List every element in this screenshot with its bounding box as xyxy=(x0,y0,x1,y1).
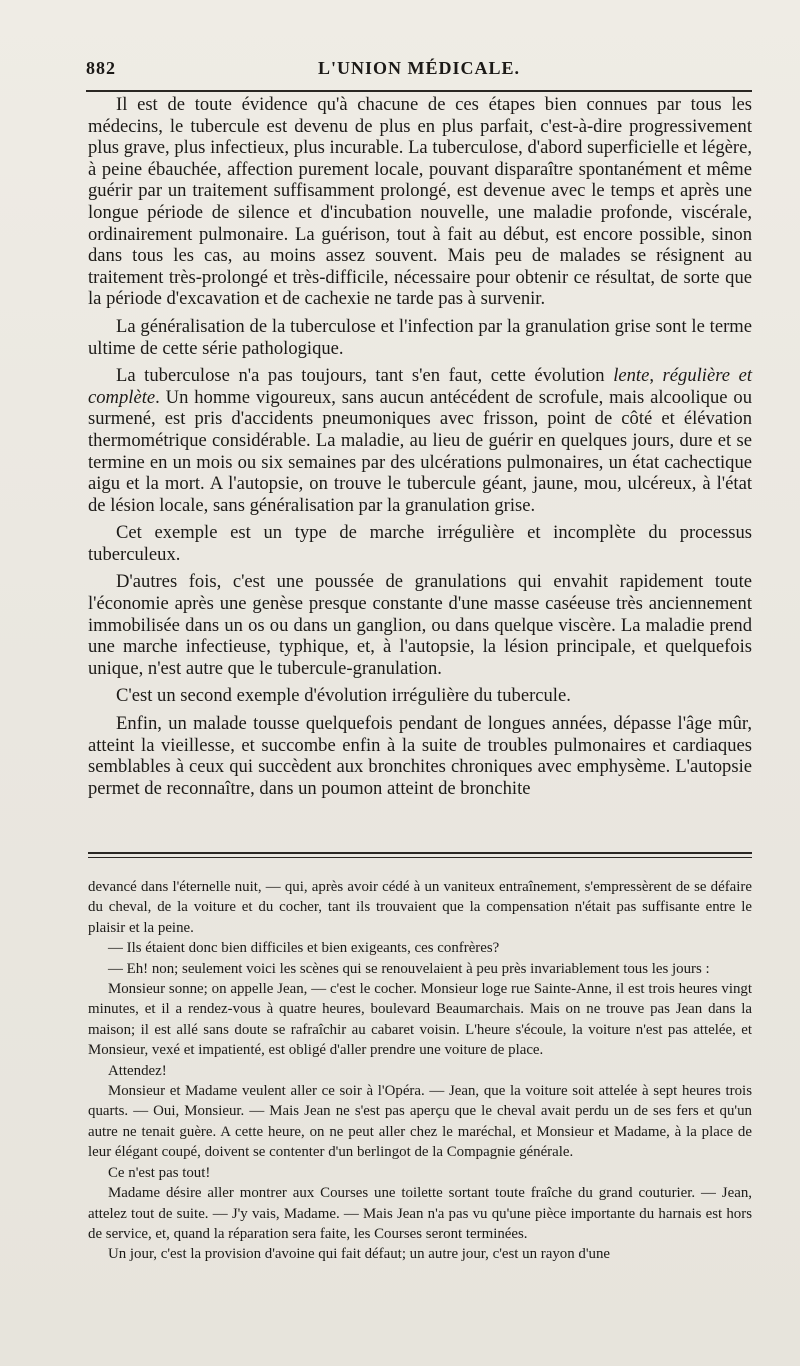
text-span: . Un homme vigoureux, sans aucun antécédent de scrofule, mais alcoolique ou surmené, est pris d'accidents pneumoniques avec frisson, point de côté et élévation thermométrique considérable. La maladie, au lieu de guérir en quelques jours, dure et se termine en un mois ou six semaines par des ulcérations pulmonaires, un état cachectique aigu et la mort. A l'autopsie, on trouve le tubercule géant, jaune, mou, ulcéreux, à l'état de lésion locale, sans généralisation par la granulation grise. xyxy=(88,386,752,516)
feuilleton-paragraph: Attendez! xyxy=(108,1062,167,1079)
journal-title: L'UNION MÉDICALE. xyxy=(317,58,521,78)
paragraph: C'est un second exemple d'évolution irrégulière du tubercule. xyxy=(116,685,571,707)
text-span: La tuberculose n'a pas toujours, tant s'en faut, cette évolution xyxy=(116,365,614,387)
text-span: , xyxy=(649,365,663,387)
separator-thin-rule xyxy=(88,857,752,858)
feuilleton-paragraph: Monsieur sonne; on appelle Jean, — c'est le cocher. Monsieur loge rue Sainte-Anne, il est trois heures vingt minutes, et il a rendez-vous à quatre heures, boulevard Beaumarchais. Mais on ne trouve pas Jean dans la maison; il est allé sans doute se rafraîchir au cabaret voisin. L'heure s'écoule, la voiture n'est pas attelée, et Monsieur, vexé et impatienté, est obligé d'aller prendre une voiture de place. xyxy=(88,981,752,1059)
paragraph: Cet exemple est un type de marche irrégulière et incomplète du processus tuberculeux. xyxy=(88,522,752,565)
italic-lente: lente xyxy=(613,365,650,387)
feuilleton-paragraph: Madame désire aller montrer aux Courses une toilette sortant toute fraîche du grand couturier. — Jean, attelez tout de suite. — J'y vais, Madame. — Mais Jean n'a pas vu qu'une pièce importante du harnais est hors de service, et, quand la réparation sera faite, les Courses seront terminées. xyxy=(88,1185,752,1242)
running-header xyxy=(86,56,752,86)
paragraph: Il est de toute évidence qu'à chacune de ces étapes bien connues par tous les médecins, le tubercule est devenu de plus en plus parfait, c'est-à-dire progressivement plus grave, plus infectieux, plus incurable. La tuberculose, d'abord superficielle et légère, à peine ébauchée, affection purement locale, pouvant disparaître spontanément et même guérir par un traitement suffisamment prolongé, est devenue avec le temps et après une longue période de silence et d'incubation nouvelle, une maladie profonde, viscérale, ordinairement pulmonaire. La guérison, tout à fait au début, est encore possible, sinon dans tous les cas, au moins assez souvent. Mais peu de malades se résignent au traitement très-prolongé et très-difficile, nécessaire pour obtenir ce résultat, de sorte que la période d'excavation et de cachexie ne tarde pas à survenir. xyxy=(88,94,752,310)
separator-thick-rule xyxy=(88,852,752,854)
paragraph: Enfin, un malade tousse quelquefois pendant de longues années, dépasse l'âge mûr, atteint la vieillesse, et succombe enfin à la suite de troubles pulmonaires et cardiaques semblables à ceux qui succèdent aux bronchites chroniques avec emphysème. L'autopsie permet de reconnaître, dans un poumon atteint de bronchite xyxy=(88,713,752,799)
paragraph-evolution xyxy=(88,365,752,516)
feuilleton-paragraph: Ce n'est pas tout! xyxy=(108,1164,211,1181)
main-text xyxy=(88,94,752,805)
feuilleton-text xyxy=(88,877,752,1265)
paragraph: D'autres fois, c'est une poussée de granulations qui envahit rapidement toute l'économie après une genèse presque constante d'une masse caséeuse très anciennement immobilisée dans un os ou dans un ganglion, ou dans quelque viscère. La maladie prend une marche infectieuse, typhique, et, à l'autopsie, la lésion principale, et quelquefois unique, n'est autre que le tubercule-granulation. xyxy=(88,571,752,679)
page-number: 882 xyxy=(86,58,116,78)
feuilleton-paragraph: devancé dans l'éternelle nuit, — qui, après avoir cédé à un vaniteux entraînement, s'empressèrent de se défaire du cheval, de la voiture et du cocher, tant ils trouvaient que la compensation n'était pas suffisante entre le plaisir et la peine. xyxy=(88,879,752,936)
feuilleton-paragraph: Un jour, c'est la provision d'avoine qui fait défaut; un autre jour, c'est un rayon d'une xyxy=(108,1246,611,1263)
feuilleton-paragraph: — Eh! non; seulement voici les scènes qui se renouvelaient à peu près invariablement tous les jours : xyxy=(108,960,710,977)
header-rule xyxy=(86,90,752,92)
feuilleton-separator xyxy=(88,852,752,858)
feuilleton-paragraph: Monsieur et Madame veulent aller ce soir à l'Opéra. — Jean, que la voiture soit attelée à sept heures trois quarts. — Oui, Monsieur. — Mais Jean ne s'est pas aperçu que le cheval avait perdu un de ses fers et qu'un autre ne tenait guère. A cette heure, on ne peut aller chez le maréchal, et Monsieur et Madame, à la place de leur élégant coupé, doivent se contenter d'un berlingot de la Compagnie générale. xyxy=(88,1083,752,1161)
italic-reguliere: régulière et complète xyxy=(88,365,752,408)
paragraph: La généralisation de la tuberculose et l'infection par la granulation grise sont le terme ultime de cette série pathologique. xyxy=(88,315,752,359)
feuilleton-paragraph: — Ils étaient donc bien difficiles et bien exigeants, ces confrères? xyxy=(108,940,500,957)
